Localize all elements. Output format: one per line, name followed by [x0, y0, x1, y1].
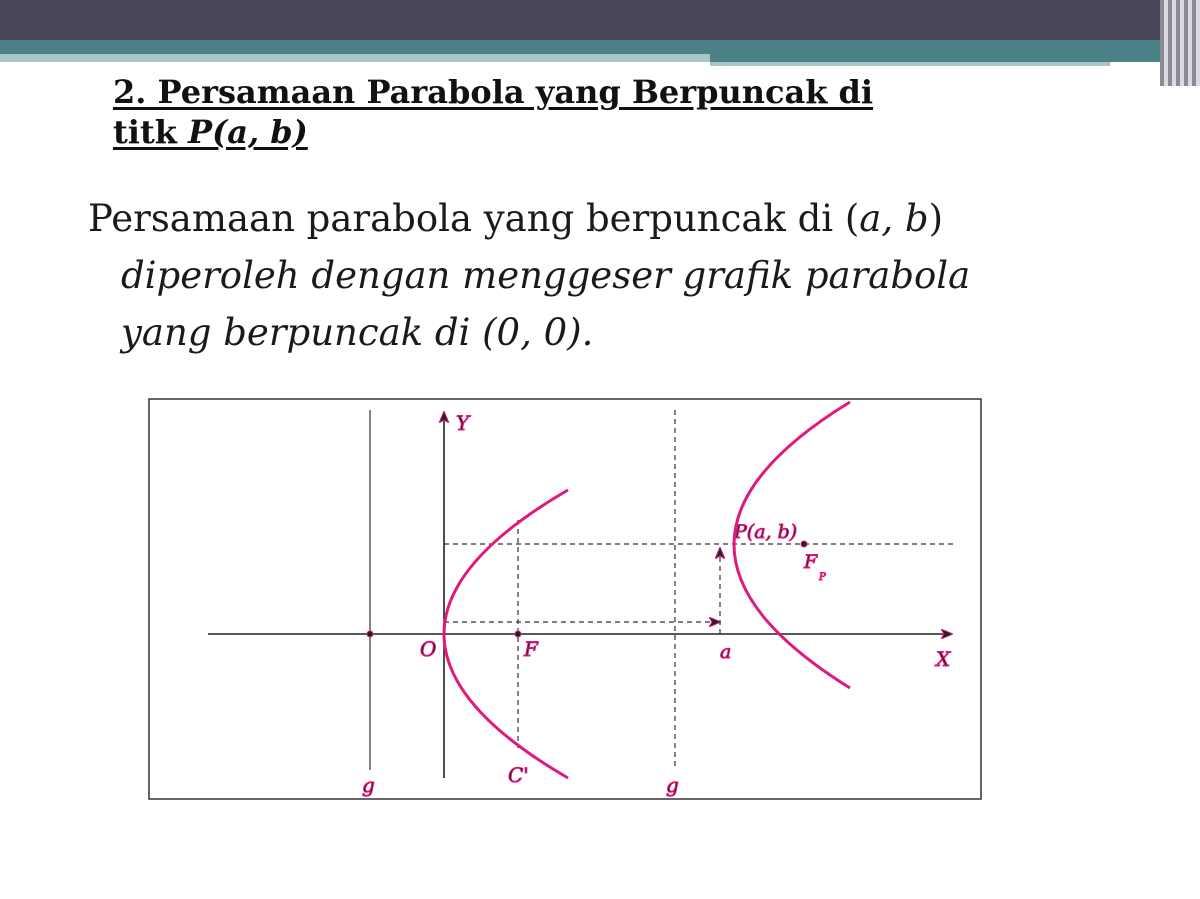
- body-line-1-close: ): [928, 197, 944, 240]
- top-banner-dark: [0, 0, 1200, 40]
- shifted-focus-subscript: P: [819, 572, 826, 583]
- vertex-label: P(a, b): [734, 521, 798, 543]
- body-line-1: [88, 190, 1128, 247]
- slide-title-point: P(a, b): [188, 113, 308, 151]
- chord-end-label: C': [508, 763, 529, 787]
- point-a-label: a: [720, 641, 732, 663]
- y-axis-label: Y: [456, 411, 470, 435]
- slide-title-line1: 2. Persamaan Parabola yang Berpuncak di: [113, 73, 874, 111]
- slide-title-line2-prefix: titk: [113, 113, 189, 151]
- x-axis-label: X: [936, 647, 951, 671]
- corner-stripes: [1160, 0, 1200, 86]
- top-banner-teal: [0, 40, 1200, 54]
- directrix-1-label: g: [362, 773, 375, 797]
- origin-label: O: [420, 637, 437, 661]
- focus-label: F: [524, 637, 538, 661]
- focus-point: [515, 631, 521, 637]
- body-line-1-text: Persamaan parabola yang berpuncak di (: [88, 197, 860, 240]
- slide-title: [113, 72, 1013, 152]
- diagram-frame: [149, 399, 981, 799]
- directrix-1-point: [367, 631, 373, 637]
- body-line-2: diperoleh dengan menggeser grafik parabola: [121, 254, 971, 297]
- body-line-3: yang berpuncak di (0, 0).: [121, 311, 594, 354]
- top-banner-thin-stripe: [710, 62, 1110, 66]
- slide-body: [88, 190, 1128, 361]
- parabola-shift-diagram: [148, 398, 982, 802]
- shifted-focus-point: [801, 541, 807, 547]
- directrix-2-label: g: [666, 773, 679, 797]
- body-line-1-vars: a, b: [859, 197, 929, 240]
- top-banner-light-stripe: [0, 54, 710, 62]
- shifted-focus-label: F: [804, 551, 818, 573]
- top-banner-teal-stripe: [710, 54, 1170, 62]
